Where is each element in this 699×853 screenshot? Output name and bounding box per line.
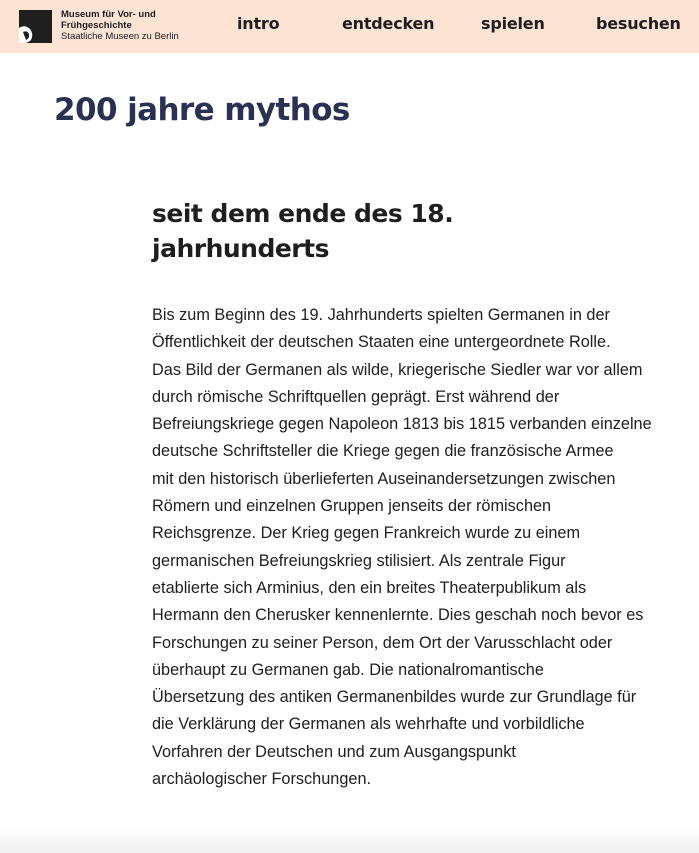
site-header — [0, 0, 699, 53]
paragraph-line: Übersetzung des antiken Germanenbildes wurde zur Grundlage für — [152, 688, 637, 707]
paragraph-line: Römern und einzelnen Gruppen jenseits der römischen — [152, 497, 552, 516]
paragraph-line: Vorfahren der Deutschen und zum Ausgangspunkt — [152, 742, 516, 761]
paragraph-line: Reichsgrenze. Der Krieg gegen Frankreich wurde zu einem — [152, 524, 581, 543]
paragraph-line: archäologischer Forschungen. — [152, 770, 372, 789]
nav-spielen[interactable]: spielen — [481, 14, 545, 33]
paragraph-line: deutsche Schriftsteller die Kriege gegen die französische Armee — [152, 442, 614, 461]
paragraph-line: Hermann den Cherusker kennenlernte. Dies geschah noch bevor es — [152, 606, 644, 625]
paragraph-line: Bis zum Beginn des 19. Jahrhunderts spielten Germanen in der — [152, 306, 610, 324]
nav-intro[interactable]: intro — [237, 14, 280, 33]
museum-name[interactable] — [61, 9, 211, 42]
section-heading — [152, 196, 552, 266]
paragraph-line: mit den historisch überlieferten Auseinandersetzungen zwischen — [152, 469, 616, 488]
section-heading-line-2: jahrhunderts — [152, 234, 329, 263]
paragraph-line: Forschungen zu seiner Person, dem Ort der Varusschlacht oder — [152, 633, 613, 652]
paragraph-line: etablierte sich Arminius, den ein breites Theaterpublikum als — [152, 578, 587, 597]
body-paragraph — [152, 302, 652, 793]
nav-entdecken[interactable]: entdecken — [342, 14, 435, 33]
paragraph-line: germanischen Befreiungskrieg stilisiert. Als zentrale Figur — [152, 551, 566, 570]
brand-line-1: Museum für Vor- und — [61, 9, 156, 20]
paragraph-line: Befreiungskriege gegen Napoleon 1813 bis 1815 verbanden einzelne — [152, 415, 652, 434]
paragraph-line: die Verklärung der Germanen als wehrhafte und vorbildliche — [152, 715, 585, 734]
section-heading-line-1: seit dem ende des 18. — [152, 199, 454, 228]
bottom-fade — [0, 824, 699, 853]
paragraph-line: durch römische Schriftquellen geprägt. Erst während der — [152, 387, 560, 406]
brand-line-2: Frühgeschichte — [61, 20, 132, 31]
paragraph-line: Das Bild der Germanen als wilde, kriegerische Siedler war vor allem — [152, 360, 643, 379]
paragraph-line: Öffentlichkeit der deutschen Staaten eine untergeordnete Rolle. — [152, 333, 611, 352]
page-title: 200 jahre mythos — [54, 92, 350, 128]
nav-besuchen[interactable]: besuchen — [596, 14, 681, 33]
brand-line-3: Staatliche Museen zu Berlin — [61, 31, 179, 42]
paragraph-line: überhaupt zu Germanen gab. Die nationalromantische — [152, 660, 544, 679]
museum-logo-icon[interactable] — [19, 10, 52, 43]
